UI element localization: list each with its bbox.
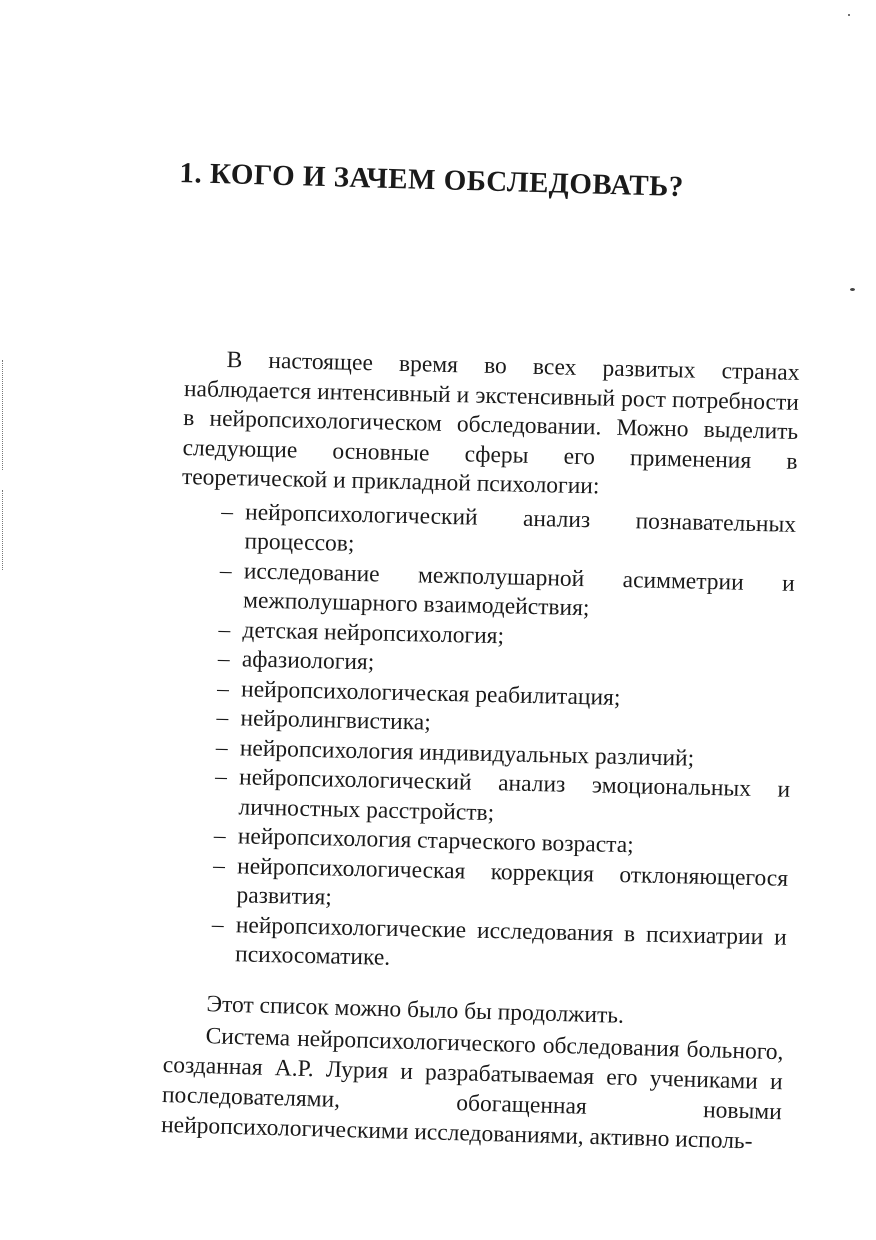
list-item: – нейропсихология старческого возраста;: [214, 822, 790, 865]
page-title: 1. КОГО И ЗАЧЕМ ОБСЛЕДОВАТЬ?: [179, 157, 685, 204]
list-item: – нейропсихология индивидуальных различий;: [216, 733, 792, 776]
list-item: – нейропсихологическая коррекция отклоняющегося развития;: [212, 851, 788, 923]
closing-text: [161, 988, 785, 1157]
scan-edge-marks: [2, 360, 5, 470]
list-item: – детская нейропсихология;: [218, 615, 794, 658]
list-item: – исследование межполушарной асимметрии и межполушарного взаимодействия;: [219, 556, 795, 628]
list-item: – нейропсихологическая реабилитация;: [217, 674, 793, 717]
scan-speck: [850, 288, 855, 291]
list-item: – нейропсихологические исследования в психиатрии и психосоматике.: [211, 910, 787, 982]
closing-paragraph-2: Система нейропсихологического обследования больного, созданная А.Р. Лурия и разрабатываемая его учениками и последователями, обогащенная новыми нейропсихологическими исследованиями, активно исполь-: [160, 1023, 784, 1155]
application-areas-list: [171, 496, 797, 982]
list-item: – нейролингвистика;: [216, 704, 792, 747]
list-item: – нейропсихологический анализ эмоциональных и личностных расстройств;: [214, 763, 790, 835]
list-item: – афазиология;: [218, 645, 794, 688]
list-item: – нейропсихологический анализ познавательных процессов;: [220, 497, 796, 569]
body-text: [171, 345, 800, 982]
scan-speck: [848, 14, 850, 16]
closing-paragraph-1: Этот список можно было бы продолжить.: [206, 991, 625, 1029]
intro-paragraph: В настоящее время во всех развитых странах наблюдается интенсивный и экстенсивный рост потребности в нейропсихологическом обследовании. Можно выделить следующие основные сферы его применения в теоретической и прикладной психологии:: [181, 346, 800, 500]
scan-edge-marks: [2, 490, 5, 570]
